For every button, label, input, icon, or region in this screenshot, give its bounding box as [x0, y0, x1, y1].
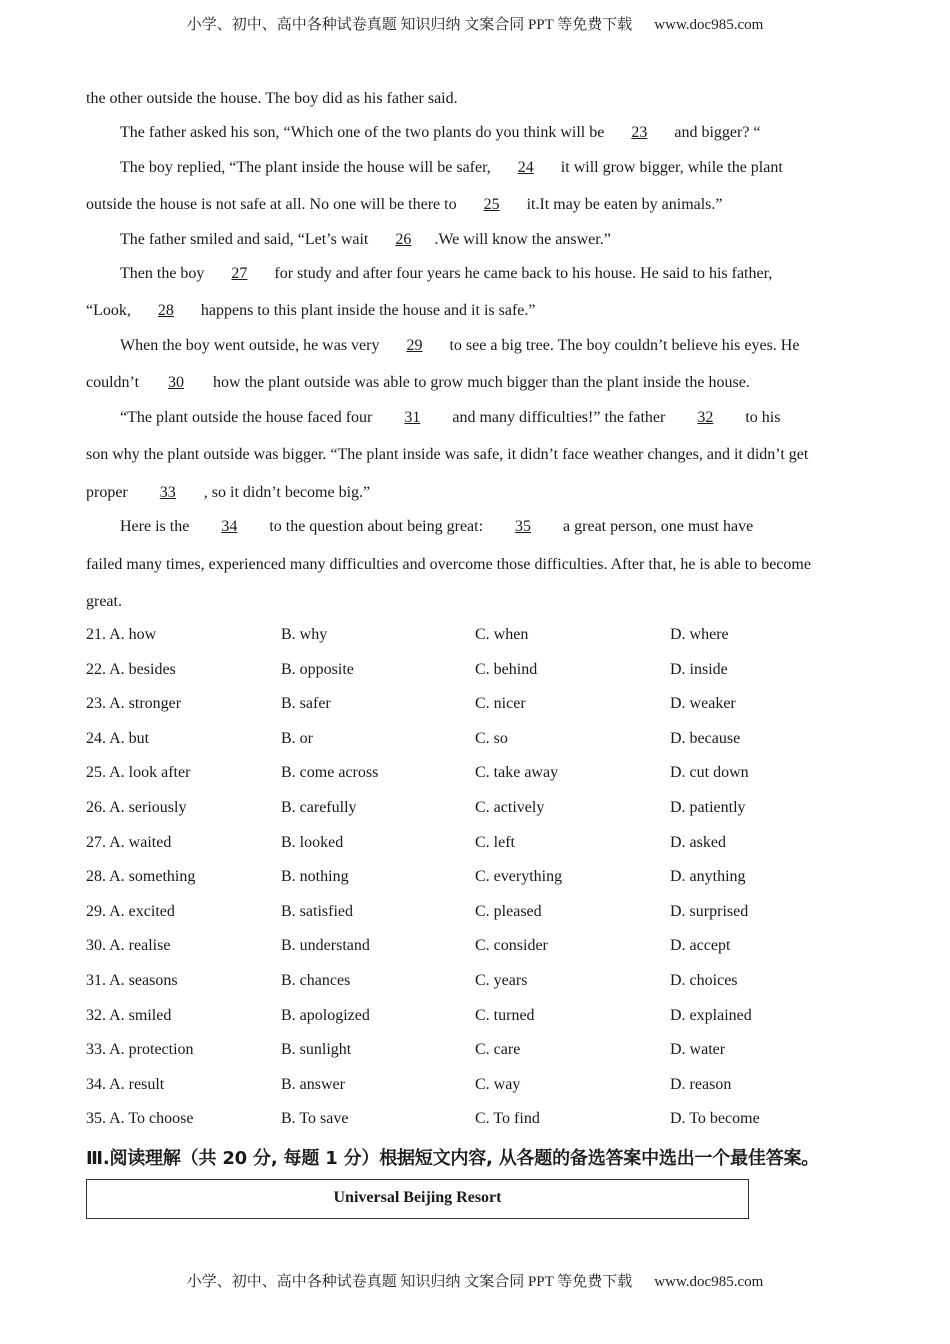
blank-30: 30: [168, 374, 185, 391]
section-title: Ⅲ.阅读理解（共 20 分, 每题 1 分）根据短文内容, 从各题的备选答案中选出一个最佳答案。: [86, 1148, 820, 1169]
passage-line: couldn’t 30 how the plant outside was able to grow much bigger than the plant inside the house.: [86, 374, 750, 391]
option-c: C. take away: [475, 764, 559, 782]
option-a: 32. A. smiled: [86, 1006, 172, 1024]
option-a: 24. A. but: [86, 729, 150, 747]
option-a: 21. A. how: [86, 626, 157, 643]
option-c: C. when: [475, 626, 529, 643]
blank-28: 28: [157, 302, 174, 319]
option-c: C. To find: [475, 1110, 540, 1128]
option-a: 26. A. seriously: [86, 798, 187, 816]
blank-31: 31: [404, 409, 421, 426]
blank-34: 34: [221, 518, 238, 535]
blank-23: 23: [631, 124, 648, 141]
option-d: D. water: [670, 1041, 726, 1059]
header-site: www.doc985.com: [654, 17, 764, 33]
option-d: D. choices: [670, 971, 738, 989]
passage-line: The father smiled and said, “Let’s wait 26 .We will know the answer.”: [120, 231, 611, 248]
option-b: B. chances: [281, 971, 351, 989]
option-b: B. satisfied: [281, 902, 353, 920]
option-c: C. everything: [475, 868, 563, 886]
option-row: [86, 661, 866, 696]
option-c: C. behind: [475, 660, 538, 678]
option-d: D. because: [670, 729, 741, 747]
page-header: [0, 13, 950, 34]
passage-line: great.: [86, 593, 122, 610]
option-row: [86, 937, 866, 972]
option-c: C. way: [475, 1075, 521, 1093]
blank-24: 24: [517, 159, 534, 176]
passage-line: the other outside the house. The boy did as his father said.: [86, 90, 458, 107]
passage-line: Here is the 34 to the question about being great: 35 a great person, one must have: [120, 518, 754, 535]
blank-33: 33: [159, 484, 176, 501]
option-d: D. weaker: [670, 695, 736, 713]
option-b: B. come across: [281, 764, 379, 782]
reading-passage-title: Universal Beijing Resort: [333, 1189, 502, 1206]
option-b: B. why: [281, 626, 328, 643]
option-a: 30. A. realise: [86, 937, 171, 955]
blank-26: 26: [395, 231, 412, 248]
option-d: D. patiently: [670, 798, 746, 816]
blank-29: 29: [406, 337, 423, 354]
option-b: B. carefully: [281, 798, 357, 816]
option-a: 27. A. waited: [86, 833, 172, 851]
option-a: 25. A. look after: [86, 764, 191, 782]
option-row: [86, 1041, 866, 1076]
option-row: [86, 1007, 866, 1042]
option-row: [86, 1110, 866, 1145]
option-c: C. actively: [475, 798, 545, 816]
passage-line: The boy replied, “The plant inside the house will be safer, 24 it will grow bigger, while the plant: [120, 159, 783, 176]
option-row: [86, 730, 866, 765]
option-c: C. pleased: [475, 902, 542, 920]
passage-line: proper 33 , so it didn’t become big.”: [86, 484, 371, 501]
option-c: C. years: [475, 971, 528, 989]
option-d: D. anything: [670, 868, 746, 886]
passage-line: “The plant outside the house faced four 31 and many difficulties!” the father 32 to his: [120, 409, 781, 426]
footer-text: 小学、初中、高中各种试卷真题 知识归纳 文案合同 PPT 等免费下载: [186, 1274, 633, 1290]
footer-site: www.doc985.com: [654, 1274, 764, 1290]
option-d: D. where: [670, 626, 729, 643]
option-a: 31. A. seasons: [86, 971, 178, 989]
passage-line: son why the plant outside was bigger. “The plant inside was safe, it didn’t face weather changes, and it didn’t get: [86, 446, 809, 463]
option-a: 29. A. excited: [86, 902, 175, 920]
option-b: B. or: [281, 729, 313, 747]
passage-line: failed many times, experienced many difficulties and overcome those difficulties. After that, he is able to become: [86, 556, 811, 573]
reading-passage-box: [86, 1179, 749, 1219]
option-a: 23. A. stronger: [86, 695, 182, 713]
option-row: [86, 764, 866, 799]
blank-32: 32: [697, 409, 714, 426]
option-row: [86, 799, 866, 834]
option-a: 22. A. besides: [86, 660, 176, 678]
option-b: B. To save: [281, 1110, 349, 1128]
option-b: B. answer: [281, 1075, 345, 1093]
passage-line: Then the boy 27 for study and after four years he came back to his house. He said to his father,: [120, 265, 773, 282]
option-a: 35. A. To choose: [86, 1110, 194, 1128]
option-c: C. so: [475, 729, 508, 747]
option-b: B. nothing: [281, 868, 349, 886]
option-a: 28. A. something: [86, 868, 196, 886]
option-b: B. looked: [281, 833, 344, 851]
option-row: [86, 834, 866, 869]
option-c: C. turned: [475, 1006, 535, 1024]
option-d: D. explained: [670, 1006, 752, 1024]
option-c: C. left: [475, 833, 515, 851]
option-d: D. surprised: [670, 902, 749, 920]
option-b: B. sunlight: [281, 1041, 352, 1059]
blank-25: 25: [483, 196, 500, 213]
option-row: [86, 1076, 866, 1111]
blank-35: 35: [515, 518, 532, 535]
passage-line: outside the house is not safe at all. No one will be there to 25 it.It may be eaten by animals.”: [86, 196, 723, 213]
option-b: B. understand: [281, 937, 370, 955]
option-d: D. To become: [670, 1110, 760, 1128]
option-b: B. apologized: [281, 1006, 370, 1024]
option-b: B. opposite: [281, 660, 354, 678]
option-c: C. nicer: [475, 695, 526, 713]
passage-line: The father asked his son, “Which one of the two plants do you think will be 23 and bigger? “: [120, 124, 761, 141]
option-d: D. reason: [670, 1075, 732, 1093]
passage-line: “Look, 28 happens to this plant inside the house and it is safe.”: [86, 302, 536, 319]
header-text: 小学、初中、高中各种试卷真题 知识归纳 文案合同 PPT 等免费下载: [186, 17, 633, 33]
option-d: D. inside: [670, 660, 728, 678]
answer-options: [86, 626, 866, 1145]
option-b: B. safer: [281, 695, 331, 713]
passage-line: When the boy went outside, he was very 29 to see a big tree. The boy couldn’t believe his eyes. He: [120, 337, 800, 354]
option-a: 33. A. protection: [86, 1041, 194, 1059]
option-row: [86, 695, 866, 730]
page-footer: [0, 1270, 950, 1291]
option-c: C. care: [475, 1041, 521, 1059]
option-d: D. asked: [670, 833, 726, 851]
option-row: [86, 868, 866, 903]
option-a: 34. A. result: [86, 1075, 165, 1093]
option-row: [86, 903, 866, 938]
option-row: [86, 972, 866, 1007]
option-d: D. cut down: [670, 764, 749, 782]
option-c: C. consider: [475, 937, 548, 955]
option-d: D. accept: [670, 937, 731, 955]
blank-27: 27: [231, 265, 248, 282]
option-row: [86, 626, 866, 661]
